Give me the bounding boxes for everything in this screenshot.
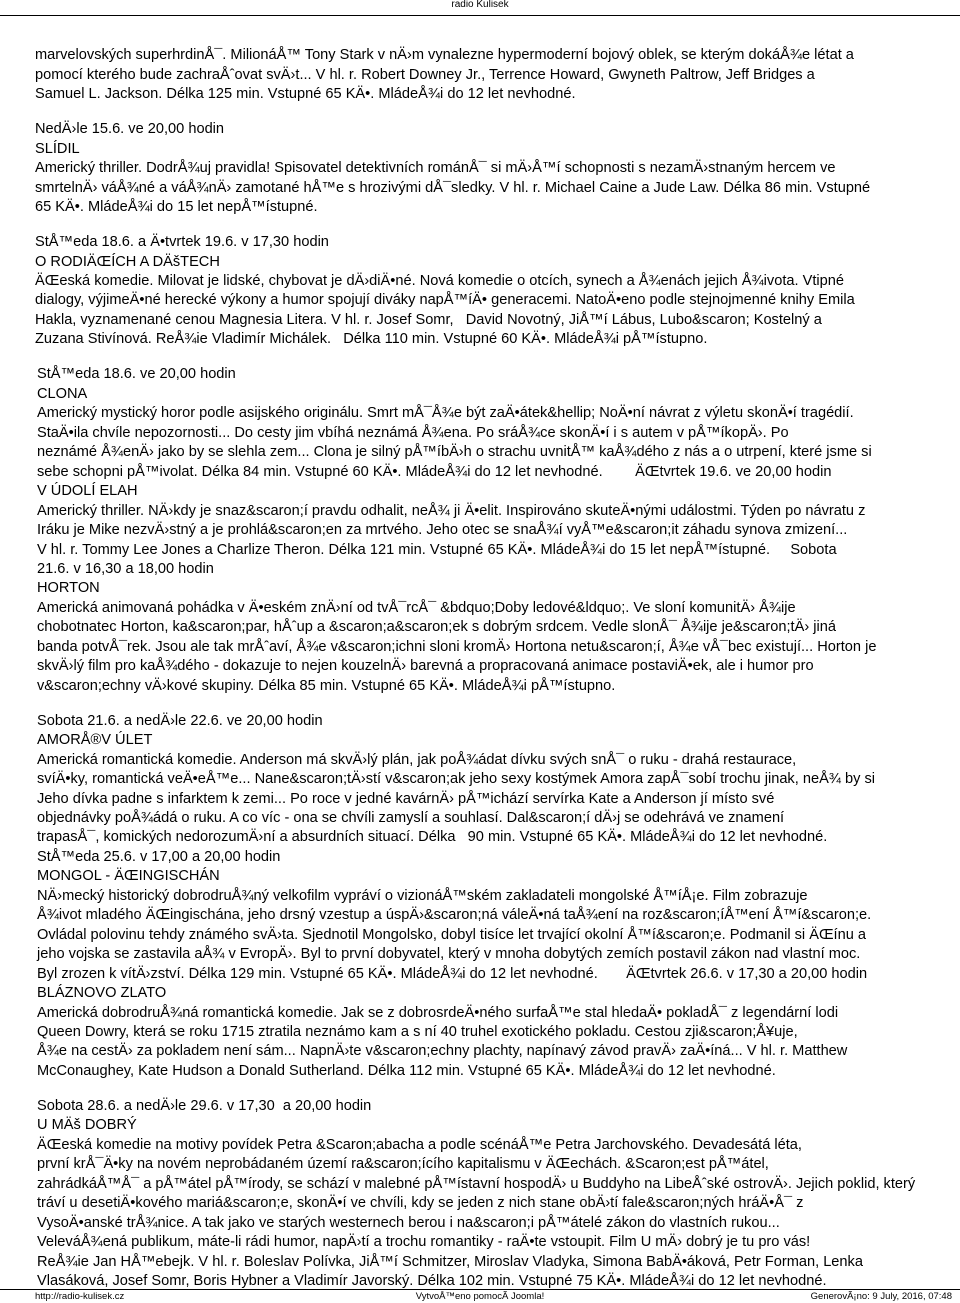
text-line: Sobota 21.6. a nedÄ›le 22.6. ve 20,00 hodin (37, 713, 323, 729)
site-title: radio Kulisek (451, 0, 509, 10)
text-line: Jeho dívka padne s infarktem k zemi... Po roce v jedné kavárnÄ› pÅ™ichází servírka Kate a Anderson jí místo své (37, 791, 775, 807)
text-line: AMORÅ®V ÚLET (37, 732, 153, 748)
text-line: Byl zrozen k vítÄ›zství. Délka 129 min. Vstupné 65 KÄ•. MládeÅ¾i do 12 let nevhodné. ÄŒtvrtek 26.6. v 17,30 a 20,00 hodin (37, 966, 868, 982)
text-line: chobotnatec Horton, ka&scaron;par, hÅˆup a &scaron;a&scaron;ek s dobrým srdcem. Vedle slonÅ¯ Å¾ije je&scaron;tÄ› jiná (37, 619, 836, 635)
text-line: v&scaron;echny vÄ›kové skupiny. Délka 85 min. Vstupné 65 KÄ•. MládeÅ¾i pÅ™ístupno. (37, 678, 616, 694)
text-line: Americký thriller. DodrÅ¾uj pravidla! Spisovatel detektivních románÅ¯ si mÄ›Å™í schopnosti s nezamÄ›stnaným hercem ve (35, 160, 836, 176)
text-line: Iráku je Mike nezvÄ›stný a je prohlá&scaron;en za mrtvého. Jeho otec se snaÅ¾í vyÅ™e&scaron;it záhadu synova zmizení... (37, 522, 848, 538)
footer-generated-date: GenerovÃ¡no: 9 July, 2016, 07:48 (810, 1291, 952, 1302)
text-line: CLONA (37, 386, 88, 402)
text-line: neznámé Å¾enÄ› jako by se slehla zem... Clona je silný pÅ™íbÄ›h o strachu uvnitÅ™ kaÅ¾dého z nás a o utrpení, které jsme si (37, 444, 872, 460)
text-line: Å¾ivot mladého ÄŒingischána, jeho drsný vzestup a úspÄ›&scaron;ná váleÄ•ná taÅ¾ení na roz&scaron;íÅ™ení Å™í&scaron;e. (37, 907, 872, 923)
text-line: Zuzana Stivínová. ReÅ¾ie Vladimír Michálek. Délka 110 min. Vstupné 60 KÄ•. MládeÅ¾i pÅ™ístupno. (35, 331, 708, 347)
text-line: trapasÅ¯, komických nedorozumÄ›ní a absurdních situací. Délka 90 min. Vstupné 65 KÄ•. MládeÅ¾i do 12 let nevhodné. (37, 829, 828, 845)
text-line: ÄŒeská komedie. Milovat je lidské, chybovat je dÄ›diÄ•né. Nová komedie o otcích, synech a Å¾enách jejich Å¾ivota. Vtipné (35, 273, 844, 289)
text-line: 65 KÄ•. MládeÅ¾i do 15 let nepÅ™ístupné. (35, 199, 318, 215)
text-line: HORTON (37, 580, 100, 596)
text-line: banda potvÅ¯rek. Jsou ale tak mrÅˆaví, Å¾e v&scaron;ichni sloni kromÄ› Hortona netu&scaron;í, Å¾e vÅ¯bec existují... Horton je (37, 639, 877, 655)
text-line: Americká animovaná pohádka v Ä•eském znÄ›ní od tvÅ¯rcÅ¯ &bdquo;Doby ledové&ldquo;. Ve sloní komunitÄ› Å¾ije (37, 600, 796, 616)
text-line: Americká dobrodruÅ¾ná romantická komedie. Jak se z dobrosrdeÄ•ného surfaÅ™e stal hledaÄ• pokladÅ¯ z legendární lodi (37, 1005, 839, 1021)
footer-divider (0, 1289, 960, 1290)
text-line: ReÅ¾ie Jan HÅ™ebejk. V hl. r. Boleslav Polívka, JiÅ™í Schmitzer, Miroslav Vladyka, Simona BabÄ•áková, Petr Forman, Lenka (37, 1254, 863, 1270)
text-line: Vlasáková, Josef Somr, Boris Hybner a Vladimír Javorský. Délka 102 min. Vstupné 75 KÄ•. MládeÅ¾i do 12 let nevhodné. (37, 1273, 827, 1288)
text-line: první krÅ¯Ä•ky na novém neprobádaném území ra&scaron;ícího kapitalismu v ÄŒechách. &Scaron;est pÅ™átel, (37, 1156, 769, 1172)
text-line: Americká romantická komedie. Anderson má skvÄ›lý plán, jak poÅ¾ádat dívku svých snÅ¯ o ruku - drahá restaurace, (37, 752, 797, 768)
text-line: 21.6. v 16,30 a 18,00 hodin (37, 561, 214, 577)
text-line: U MÄš DOBRÝ (37, 1117, 137, 1133)
text-line: MONGOL - ÄŒINGISCHÁN (37, 868, 220, 884)
text-line: marvelovských superhrdinÅ¯. MilionáÅ™ Tony Stark v nÄ›m vynalezne hypermoderní bojový oblek, se kterým dokáÅ¾e létat a (35, 47, 854, 63)
text-line: BLÁZNOVO ZLATO (37, 985, 167, 1001)
text-line: V hl. r. Tommy Lee Jones a Charlize Theron. Délka 121 min. Vstupné 65 KÄ•. MládeÅ¾i do 15 let nepÅ™ístupné. Sobota (37, 542, 837, 558)
text-line: sebe schopni pÅ™ivolat. Délka 84 min. Vstupné 60 KÄ•. MládeÅ¾i do 12 let nevhodné. ÄŒtvrtek 19.6. ve 20,00 hodin (37, 464, 832, 480)
text-line: NÄ›mecký historický dobrodruÅ¾ný velkofilm vypráví o vizionáÅ™ském zakladateli mongolské Å™íÅ¡e. Film zobrazuje (37, 888, 808, 904)
text-line: ÄŒeská komedie na motivy povídek Petra &Scaron;abacha a podle scénáÅ™e Petra Jarchovského. Devadesátá léta, (37, 1137, 802, 1153)
text-line: Ovládal polovinu tehdy známého svÄ›ta. Sjednotil Mongolsko, dobyl tisíce let trvající okolní Å™í&scaron;e. Podmanil si ÄŒínu a (37, 927, 867, 943)
footer-cms-credit: VytvoÅ™eno pomocÃ Joomla! (415, 1291, 545, 1302)
text-line: Queen Dowry, která se roku 1715 ztratila neznámo kam a s ní 40 truhel exotického pokladu. Cestou zji&scaron;Å¥uje, (37, 1024, 798, 1040)
footer-url[interactable]: http://radio-kulisek.cz (35, 1291, 125, 1302)
text-line: objednávky poÅ¾ádá o ruku. A co víc - ona se chvíli zamyslí a souhlasí. Dal&scaron;í dÄ›j se odehrává ve znamení (37, 810, 785, 826)
text-line: Americký mystický horor podle asijského originálu. Smrt mÅ¯Å¾e být zaÄ•átek&hellip; NoÄ•ní návrat z výletu skonÄ•í tragédií. (37, 405, 854, 421)
text-line: StaÄ•ila chvíle nepozornosti... Do cesty jim vbíhá neznámá Å¾ena. Po sráÅ¾ce skonÄ•í i s autem v pÅ™íkopÄ›. Po (37, 425, 789, 441)
text-line: jeho vojska se zastavila aÅ¾ v EvropÄ›. Byl to první dobyvatel, který v mnoha dobytých zemích postavil zákon nad vlastní moc. (37, 946, 861, 962)
text-line: Americký thriller. NÄ›kdy je snaz&scaron;í pravdu odhalit, neÅ¾ ji Ä•elit. Inspirováno skuteÄ•nými událostmi. Týden po návratu z (37, 503, 866, 519)
text-line: smrtelnÄ› váÅ¾né a váÅ¾nÄ› zamotané hÅ™e s hrozivými dÅ¯sledky. V hl. r. Michael Caine a Jude Law. Délka 86 min. Vstupné (35, 180, 871, 196)
text-line: svíÄ•ky, romantická veÄ•eÅ™e... Nane&scaron;tÄ›stí v&scaron;ak jeho sexy kostýmek Amora zapÅ¯sobí trochu jinak, neÅ¾ by si (37, 771, 876, 787)
text-line: SLÍDIL (35, 141, 80, 157)
text-line: StÅ™eda 18.6. a Ä•tvrtek 19.6. v 17,30 hodin (35, 234, 329, 250)
text-line: tráví u desetiÄ•kového mariá&scaron;e, skonÄ•í ve chvíli, kdy se jeden z nich stane obÄ›tí fale&scaron;ných hráÄ•Å¯ z (37, 1195, 804, 1211)
text-line: VysoÄ•anské trÅ¾nice. A tak jako ve starých westernech berou i na&scaron;i pÅ™átelé zákon do vlastních rukou... (37, 1215, 780, 1231)
text-line: V ÚDOLÍ ELAH (37, 483, 138, 499)
text-line: VeleváÅ¾ená publikum, máte-li rádi humor, napÄ›tí a trochu romantiky - raÄ•te vstoupit. Film U mÄ› dobrý je tu pro vás! (37, 1234, 811, 1250)
text-line: Samuel L. Jackson. Délka 125 min. Vstupné 65 KÄ•. MládeÅ¾i do 12 let nevhodné. (35, 86, 576, 102)
text-line: Å¾e na cestÄ› za pokladem není sám... NapnÄ›te v&scaron;echny plachty, napínavý závod pravÄ› zaÄ•íná... V hl. r. Matthew (37, 1043, 848, 1059)
text-line: McConaughey, Kate Hudson a Donald Sutherland. Délka 112 min. Vstupné 65 KÄ•. MládeÅ¾i do 12 let nevhodné. (37, 1063, 776, 1079)
text-line: skvÄ›lý film pro kaÅ¾dého - dokazuje to nejen kouzelnÄ› barevná a propracovaná animace postaviÄ•ek, ale i humor pro (37, 658, 814, 674)
text-line: StÅ™eda 18.6. ve 20,00 hodin (37, 366, 236, 382)
text-line: dialogy, výjimeÄ•né herecké výkony a humor spojují diváky napÅ™íÄ• generacemi. NatoÄ•eno podle stejnojmenné knihy Emila (35, 292, 855, 308)
text-line: zahrádkáÅ™Å¯ a pÅ™átel pÅ™írody, se schází v malebné pÅ™ístavní hospodÄ› u Buddyho na LibeÅˆské ostrovÄ›. Jejich poklid, který (37, 1176, 916, 1192)
text-line: O RODIÄŒÍCH A DÄšTECH (35, 254, 220, 270)
text-line: pomocí kterého bude zachraÅˆovat svÄ›t... V hl. r. Robert Downey Jr., Terrence Howard, Gwyneth Paltrow, Jeff Bridges a (35, 67, 815, 83)
text-line: StÅ™eda 25.6. v 17,00 a 20,00 hodin (37, 849, 281, 865)
text-line: NedÄ›le 15.6. ve 20,00 hodin (35, 121, 225, 137)
text-line: Hakla, vyznamenané cenou Magnesia Litera. V hl. r. Josef Somr, David Novotný, JiÅ™í Lábus, Lubo&scaron; Kostelný a (35, 312, 822, 328)
text-line: Sobota 28.6. a nedÄ›le 29.6. v 17,30 a 20,00 hodin (37, 1098, 372, 1114)
